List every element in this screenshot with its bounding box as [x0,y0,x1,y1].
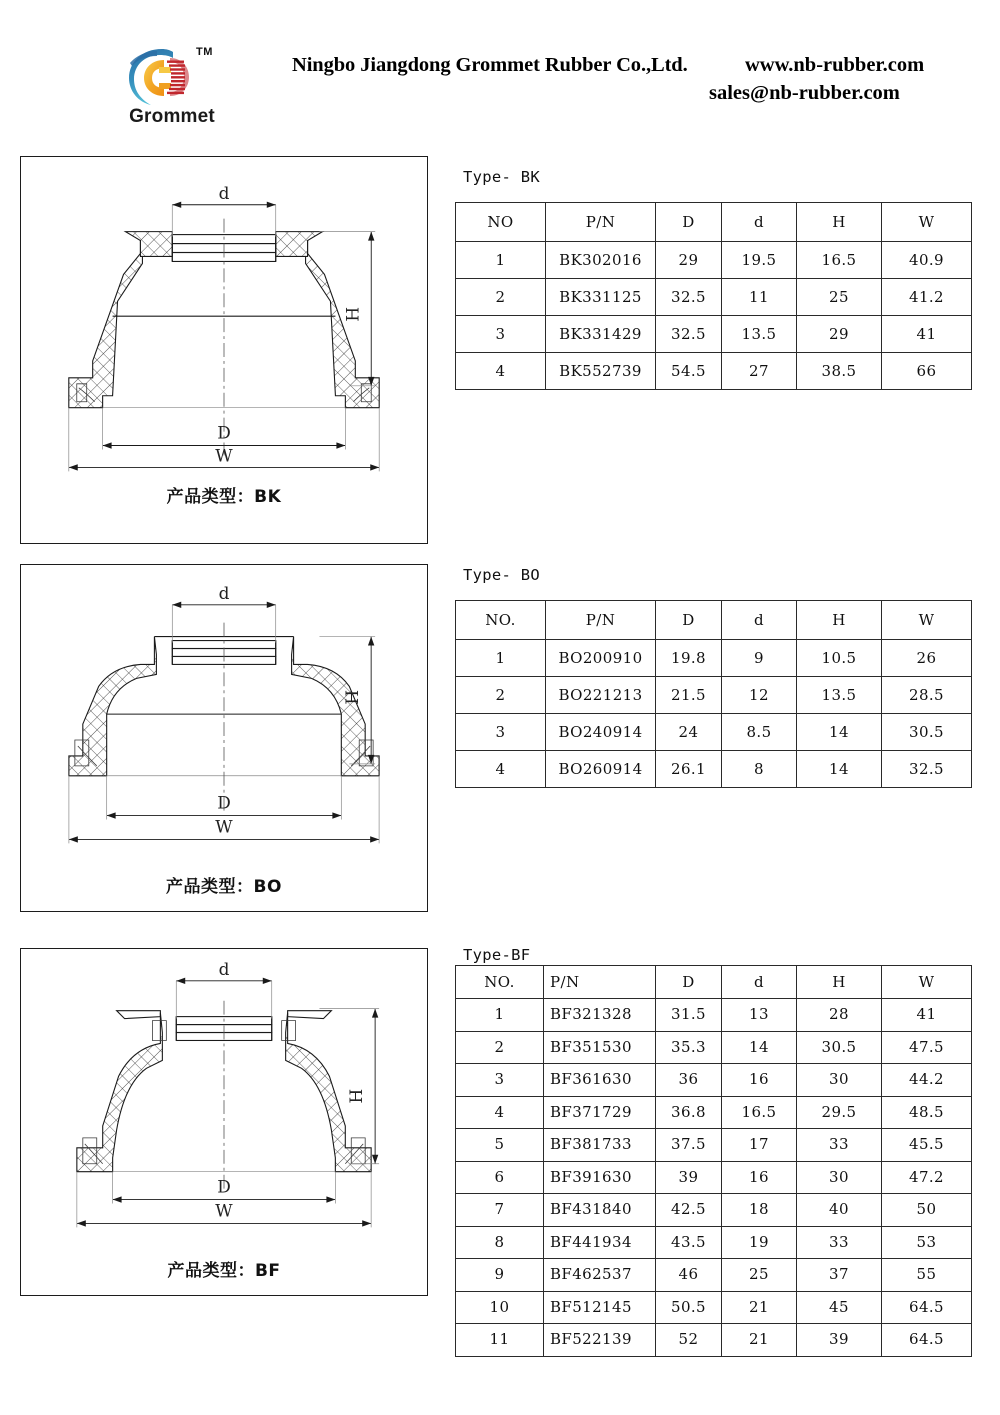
cell-H: 14 [797,751,882,788]
cell-H: 30 [797,1161,882,1194]
cell-no: 4 [456,353,546,390]
cell-no: 11 [456,1324,544,1357]
table-row[interactable] [456,1194,972,1227]
table-row[interactable] [456,677,972,714]
cell-d: 19 [722,1226,797,1259]
col-header-no: NO [456,203,546,242]
type-label-bo: Type- BO [463,566,541,584]
cell-no: 10 [456,1291,544,1324]
cell-D: 36 [656,1064,722,1097]
col-header-no: NO. [456,966,544,999]
cell-H: 30 [797,1064,882,1097]
dim-label-H: H [346,1088,367,1104]
table-row[interactable] [456,1161,972,1194]
cell-D: 24 [656,714,722,751]
cell-H: 25 [797,279,882,316]
cell-D: 29 [656,242,722,279]
table-body-bk [456,242,972,390]
cell-d: 8.5 [722,714,797,751]
col-header-pn: P/N [546,601,656,640]
col-header-D: D [656,601,722,640]
cell-no: 8 [456,1226,544,1259]
dim-label-W: W [215,1200,233,1221]
dim-label-H: H [342,306,363,322]
cell-H: 13.5 [797,677,882,714]
cell-W: 44.2 [882,1064,972,1097]
spec-table-bk [455,202,972,390]
col-header-H: H [797,601,882,640]
col-header-pn: P/N [544,966,656,999]
table-body-bf [456,999,972,1357]
spec-table-bo [455,600,972,788]
cell-d: 27 [722,353,797,390]
panel-caption-bo: 产品类型：BO [166,877,282,897]
spec-section-bk [455,168,975,390]
cell-H: 45 [797,1291,882,1324]
cell-H: 30.5 [797,1031,882,1064]
cell-H: 38.5 [797,353,882,390]
cell-pn: BF462537 [544,1259,656,1292]
dim-label-d: d [218,582,230,603]
cell-W: 47.5 [882,1031,972,1064]
cell-D: 21.5 [656,677,722,714]
table-header-row [456,203,972,242]
col-header-H: H [797,203,882,242]
cell-H: 33 [797,1226,882,1259]
cell-pn: BK331125 [546,279,656,316]
cell-pn: BF441934 [544,1226,656,1259]
cell-pn: BO240914 [546,714,656,751]
col-header-pn: P/N [546,203,656,242]
cell-no: 4 [456,1096,544,1129]
cell-D: 32.5 [656,279,722,316]
cell-pn: BO200910 [546,640,656,677]
cell-no: 5 [456,1129,544,1162]
cell-d: 9 [722,640,797,677]
cell-D: 46 [656,1259,722,1292]
company-name: Ningbo Jiangdong Grommet Rubber Co.,Ltd. [292,54,688,76]
table-row[interactable] [456,1226,972,1259]
cell-H: 28 [797,999,882,1032]
cell-pn: BF371729 [544,1096,656,1129]
cell-no: 1 [456,999,544,1032]
cell-W: 30.5 [882,714,972,751]
cell-no: 1 [456,242,546,279]
cell-no: 2 [456,677,546,714]
cell-no: 2 [456,279,546,316]
table-header-row [456,966,972,999]
cell-pn: BF321328 [544,999,656,1032]
cell-H: 10.5 [797,640,882,677]
col-header-W: W [882,203,972,242]
type-label-bk: Type- BK [463,168,541,186]
cell-H: 40 [797,1194,882,1227]
cell-W: 48.5 [882,1096,972,1129]
table-row[interactable] [456,1291,972,1324]
diagram-panel-bo [20,564,428,912]
dim-label-W: W [215,445,233,466]
page-header [0,0,1000,140]
col-header-H: H [797,966,882,999]
cell-no: 3 [456,1064,544,1097]
cell-H: 33 [797,1129,882,1162]
cell-D: 35.3 [656,1031,722,1064]
cell-W: 41.2 [882,279,972,316]
cell-d: 13 [722,999,797,1032]
cell-no: 3 [456,316,546,353]
cell-no: 6 [456,1161,544,1194]
dim-label-D: D [217,422,231,443]
cell-D: 52 [656,1324,722,1357]
cell-D: 31.5 [656,999,722,1032]
type-label-bf: Type-BF [463,946,531,964]
dim-label-D: D [217,1176,231,1197]
website-link[interactable]: www.nb-rubber.com [745,54,925,76]
cell-no: 4 [456,751,546,788]
table-header-row [456,601,972,640]
cell-d: 16 [722,1064,797,1097]
table-row[interactable] [456,999,972,1032]
cell-W: 53 [882,1226,972,1259]
cell-no: 7 [456,1194,544,1227]
bo-cross-section-drawing [21,565,427,911]
cell-pn: BO221213 [546,677,656,714]
cell-pn: BK552739 [546,353,656,390]
cell-d: 21 [722,1324,797,1357]
cell-W: 66 [882,353,972,390]
cell-no: 9 [456,1259,544,1292]
spec-section-bf [455,946,975,1357]
cell-pn: BF512145 [544,1291,656,1324]
cell-d: 13.5 [722,316,797,353]
diagram-panel-bk [20,156,428,544]
col-header-d: d [722,966,797,999]
cell-pn: BF522139 [544,1324,656,1357]
table-body-bo [456,640,972,788]
dim-label-W: W [215,816,233,837]
logo-wordmark: Grommet [129,106,215,127]
cell-W: 41 [882,999,972,1032]
col-header-no: NO. [456,601,546,640]
cell-H: 14 [797,714,882,751]
bf-cross-section-drawing [21,949,427,1295]
cell-d: 8 [722,751,797,788]
col-header-d: d [722,601,797,640]
table-row[interactable] [456,1096,972,1129]
dim-label-d: d [218,958,230,979]
cell-H: 39 [797,1324,882,1357]
company-logo [112,44,232,136]
cell-no: 2 [456,1031,544,1064]
cell-d: 11 [722,279,797,316]
cell-W: 64.5 [882,1291,972,1324]
col-header-W: W [882,966,972,999]
cell-D: 26.1 [656,751,722,788]
cell-d: 18 [722,1194,797,1227]
table-row[interactable] [456,1031,972,1064]
cell-H: 29 [797,316,882,353]
cell-W: 28.5 [882,677,972,714]
cell-D: 39 [656,1161,722,1194]
panel-caption-bf: 产品类型：BF [167,1261,281,1281]
dim-label-D: D [217,792,231,813]
table-row[interactable] [456,1324,972,1357]
cell-H: 29.5 [797,1096,882,1129]
cell-no: 1 [456,640,546,677]
cell-H: 16.5 [797,242,882,279]
cell-H: 37 [797,1259,882,1292]
cell-d: 25 [722,1259,797,1292]
dim-label-d: d [218,182,230,203]
cell-d: 16 [722,1161,797,1194]
cell-d: 14 [722,1031,797,1064]
table-row[interactable] [456,242,972,279]
cell-D: 37.5 [656,1129,722,1162]
cell-pn: BF351530 [544,1031,656,1064]
cell-D: 42.5 [656,1194,722,1227]
spec-table-bf [455,965,972,1357]
spec-section-bo [455,566,975,788]
cell-pn: BF431840 [544,1194,656,1227]
cell-D: 19.8 [656,640,722,677]
email-link[interactable]: sales@nb-rubber.com [709,82,900,104]
cell-W: 40.9 [882,242,972,279]
table-row[interactable] [456,316,972,353]
cell-W: 64.5 [882,1324,972,1357]
cell-pn: BO260914 [546,751,656,788]
cell-pn: BK302016 [546,242,656,279]
cell-W: 45.5 [882,1129,972,1162]
cell-pn: BK331429 [546,316,656,353]
table-row[interactable] [456,1129,972,1162]
cell-d: 17 [722,1129,797,1162]
cell-W: 41 [882,316,972,353]
col-header-d: d [722,203,797,242]
cell-W: 47.2 [882,1161,972,1194]
col-header-D: D [656,203,722,242]
cell-d: 19.5 [722,242,797,279]
table-row[interactable] [456,279,972,316]
cell-D: 43.5 [656,1226,722,1259]
col-header-W: W [882,601,972,640]
cell-W: 32.5 [882,751,972,788]
cell-D: 50.5 [656,1291,722,1324]
trademark-icon: TM [196,46,213,58]
cell-pn: BF361630 [544,1064,656,1097]
table-row[interactable] [456,714,972,751]
table-row[interactable] [456,751,972,788]
diagram-panel-bf [20,948,428,1296]
table-row[interactable] [456,1259,972,1292]
cell-d: 16.5 [722,1096,797,1129]
table-row[interactable] [456,640,972,677]
cell-W: 26 [882,640,972,677]
table-row[interactable] [456,1064,972,1097]
cell-no: 3 [456,714,546,751]
cell-pn: BF381733 [544,1129,656,1162]
table-row[interactable] [456,353,972,390]
cell-W: 55 [882,1259,972,1292]
cell-d: 21 [722,1291,797,1324]
col-header-D: D [656,966,722,999]
grommet-logo-icon [126,46,194,108]
cell-pn: BF391630 [544,1161,656,1194]
cell-D: 54.5 [656,353,722,390]
cell-W: 50 [882,1194,972,1227]
panel-caption-bk: 产品类型：BK [166,487,282,507]
dim-label-H: H [342,689,363,705]
cell-D: 32.5 [656,316,722,353]
cell-D: 36.8 [656,1096,722,1129]
cell-d: 12 [722,677,797,714]
